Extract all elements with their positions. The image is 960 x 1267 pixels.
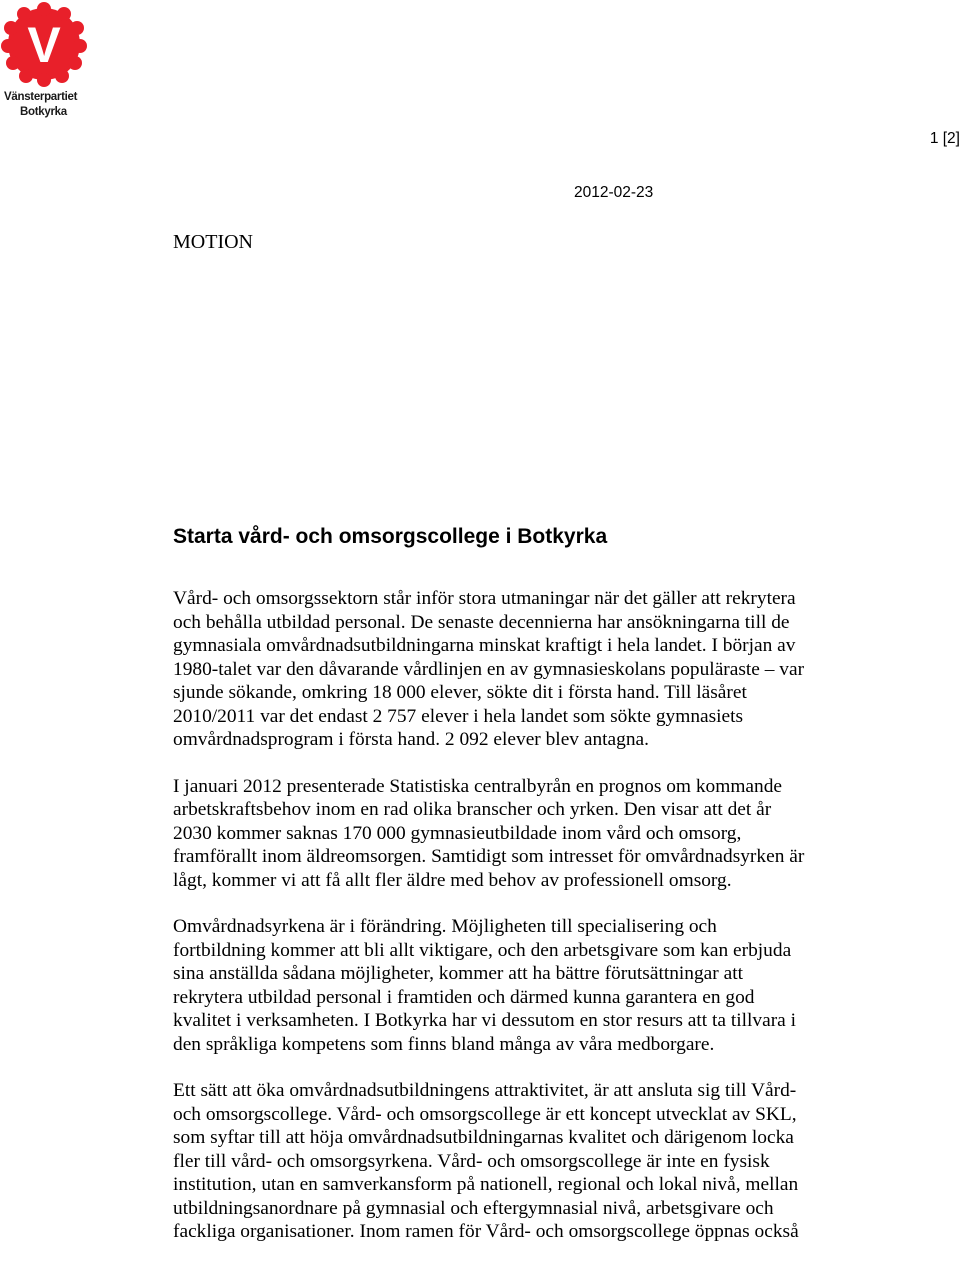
text-line: omvårdnadsprogram i första hand. 2 092 elever blev antagna.: [173, 729, 649, 750]
text-line: och omsorgscollege. Vård- och omsorgscollege är ett koncept utvecklat av SKL,: [173, 1103, 797, 1125]
text-line: framförallt inom äldreomsorgen. Samtidigt som intresset för omvårdnadsyrken är: [173, 846, 805, 867]
page-number: 1 [2]: [929, 130, 960, 147]
document-type: MOTION: [173, 231, 253, 253]
text-line: I januari 2012 presenterade Statistiska centralbyrån en prognos om kommande: [173, 775, 783, 797]
text-line: kvalitet i verksamheten. I Botkyrka har vi dessutom en stor resurs att ta tillvara i: [173, 1010, 797, 1031]
paragraph-2: [173, 775, 893, 893]
text-line: lågt, kommer vi att få allt fler äldre med behov av professionell omsorg.: [173, 869, 732, 891]
text-line: fackliga organisationer. Inom ramen för Vård- och omsorgscollege öppnas också: [173, 1221, 799, 1242]
text-line: rekrytera utbildad personal i framtiden och därmed kunna garantera en god: [173, 986, 755, 1008]
text-line: 2030 kommer saknas 170 000 gymnasieutbildade inom vård och omsorg,: [173, 822, 742, 844]
text-line: institution, utan en samverkansform på nationell, regional och lokal nivå, mellan: [173, 1174, 799, 1195]
text-line: sina anställda sådana möjligheter, kommer att ha bättre förutsättningar att: [173, 963, 743, 984]
party-rose-emblem: [0, 0, 90, 90]
motion-title: Starta vård- och omsorgscollege i Botkyrka: [173, 525, 608, 548]
text-line: Ett sätt att öka omvårdnadsutbildningens attraktivitet, är att ansluta sig till Vård-: [173, 1080, 797, 1101]
text-line: sjunde sökande, omkring 18 000 elever, sökte dit i första hand. Till läsåret: [173, 682, 747, 703]
text-line: gymnasiala omvårdnadsutbildningarna minskat kraftigt i hela landet. I början av: [173, 635, 796, 656]
text-line: fortbildning kommer att bli allt viktigare, och den arbetsgivare som kan erbjuda: [173, 939, 792, 961]
logo-branch-name: Botkyrka: [20, 106, 67, 118]
text-line: och behålla utbildad personal. De senaste decennierna har ansökningarna till de: [173, 611, 790, 633]
text-line: Omvårdnadsyrkena är i förändring. Möjligheten till specialisering och: [173, 916, 717, 937]
text-line: 2010/2011 var det endast 2 757 elever i hela landet som sökte gymnasiets: [173, 705, 744, 727]
text-line: utbildningsanordnare på gymnasial och eftergymnasial nivå, arbetsgivare och: [173, 1197, 774, 1219]
text-line: som syftar till att höja omvårdnadsutbildningarnas kvalitet och därigenom locka: [173, 1127, 794, 1148]
text-line: den språkliga kompetens som finns bland många av våra medborgare.: [173, 1033, 715, 1055]
logo-letter: V: [27, 17, 61, 73]
paragraph-4: [173, 1079, 893, 1244]
motion-body: [173, 587, 893, 1267]
document-date: 2012-02-23: [574, 184, 654, 201]
paragraph-3: [173, 915, 893, 1056]
logo-party-name: Vänsterpartiet: [4, 91, 78, 103]
text-line: arbetskraftsbehov inom en rad olika branscher och yrken. Den visar att det år: [173, 799, 772, 820]
text-line: 1980-talet var den dåvarande vårdlinjen en av gymnasieskolans populäraste – var: [173, 658, 805, 680]
text-line: Vård- och omsorgssektorn står inför stora utmaningar när det gäller att rekrytera: [173, 588, 796, 609]
party-logo: [0, 0, 90, 124]
text-line: fler till vård- och omsorgsyrkena. Vård- och omsorgscollege är inte en fysisk: [173, 1150, 770, 1172]
paragraph-1: [173, 587, 893, 752]
